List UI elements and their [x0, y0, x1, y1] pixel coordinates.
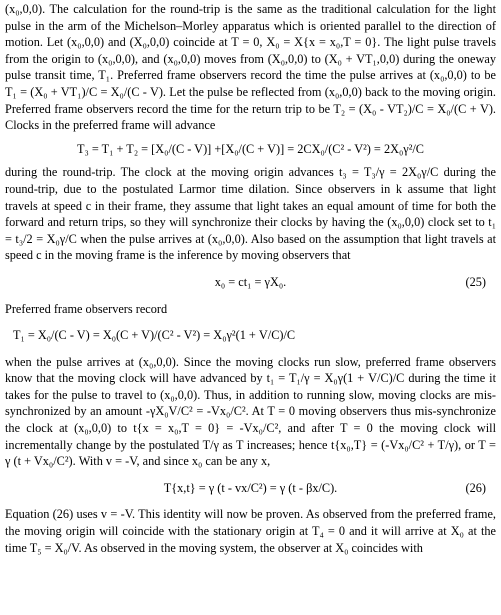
equation-t3-text: T₃ = T₁ + T₂ = [X₀/(C - V)] +[X₀/(C + V)] = 2CX₀/(C² - V²) = 2X₀γ²/C [76, 141, 424, 156]
paragraph-roundtrip-calculation: (x₀,0,0). The calculation for the round-trip is the same as the traditional calculation for the light pulse in the arm of the Michelson–Morley apparatus which is oriented parallel to the direction of motion. Let (x₀,0,0) and (X₀,0,0) coincide at T = 0, X₀ = X{x = x₀,T = 0}. The light pulse travels from the origin to (x₀,0,0), and (x₀,0,0) moves from (X₀,0,0) to (X₀ + VT₁,0,0) during the oneway pulse transit time, T₁. Preferred frame observers record the time the pulse arrives at (x₀,0,0) to be T₁ = (X₀ + VT₁)/C = X₀/(C - V). Let the pulse be reflected from (x₀,0,0) back to the moving origin. Preferred frame observers record the time for the return trip to be T₂ = (X₀ - VT₂)/C = X₀/(C + V). Clocks in the preferred frame will advance [5, 2, 496, 133]
equation-26-text: T{x,t} = γ (t - vx/C²) = γ (t - βx/C). [163, 480, 338, 495]
paragraph-preferred-record: Preferred frame observers record [5, 301, 168, 316]
paragraph-mis-synchronization: when the pulse arrives at (x₀,0,0). Since the moving clocks run slow, preferred frame observers know that the moving clock will have advanced by t₁ = T₁/γ = X₀γ(1 + V/C)/C during the time it takes for the pulse to travel to (x₀,0,0). Thus, in addition to running slow, moving clocks are mis-synchronized by an amount -γX₀V/C² = -Vx₀/C². At T = 0 moving observers thus mis-synchronize the clock at (x₀,0,0) to t{x = x₀,T = 0} = -Vx₀/C², and after T = 0 the moving clock will incrementally change by the postulated T/γ as T increases; hence t{x₀,T} = (-Vx₀/C² + T/γ), or T = γ (t + Vx₀/C²). With v = -V, and since x₀ can be any x, [5, 354, 496, 469]
equation-25 [5, 274, 496, 291]
equation-t3 [5, 141, 496, 158]
equation-26-number: (26) [465, 480, 486, 495]
paragraph-moving-clock: during the round-trip. The clock at the moving origin advances t₃ = T₃/γ = 2X₀γ/C during the round-trip, due to the postulated Larmor time dilation. Since observers in k assume that light travels at speed c in their frame, they assume that light takes an equal amount of time for both the forward and return trips, so they will synchronize their clocks by having the (x₀,0,0) clock set to t₁ = t₃/2 = X₀γ/C when the pulse arrives at (x₀,0,0). Also based on the assumption that light travels at speed c in the moving frame is the inference by moving observers that [5, 165, 496, 263]
equation-t1-text: T₁ = X₀/(C - V) = X₀(C + V)/(C² - V²) = X₀γ²(1 + V/C)/C [13, 328, 296, 343]
equation-t1 [5, 327, 496, 344]
paragraph-equation-26-proof: Equation (26) uses v = -V. This identity will now be proven. As observed from the preferred frame, the moving origin will coincide with the stationary origin at T₄ = 0 and it will arrive at X₀ at the time T₅ = X₀/V. As observed in the moving system, the observer at X₀ coincides with [5, 507, 496, 555]
equation-25-number: (25) [465, 274, 486, 289]
equation-25-text: x₀ = ct₁ = γX₀. [214, 274, 287, 289]
equation-26 [5, 480, 496, 497]
